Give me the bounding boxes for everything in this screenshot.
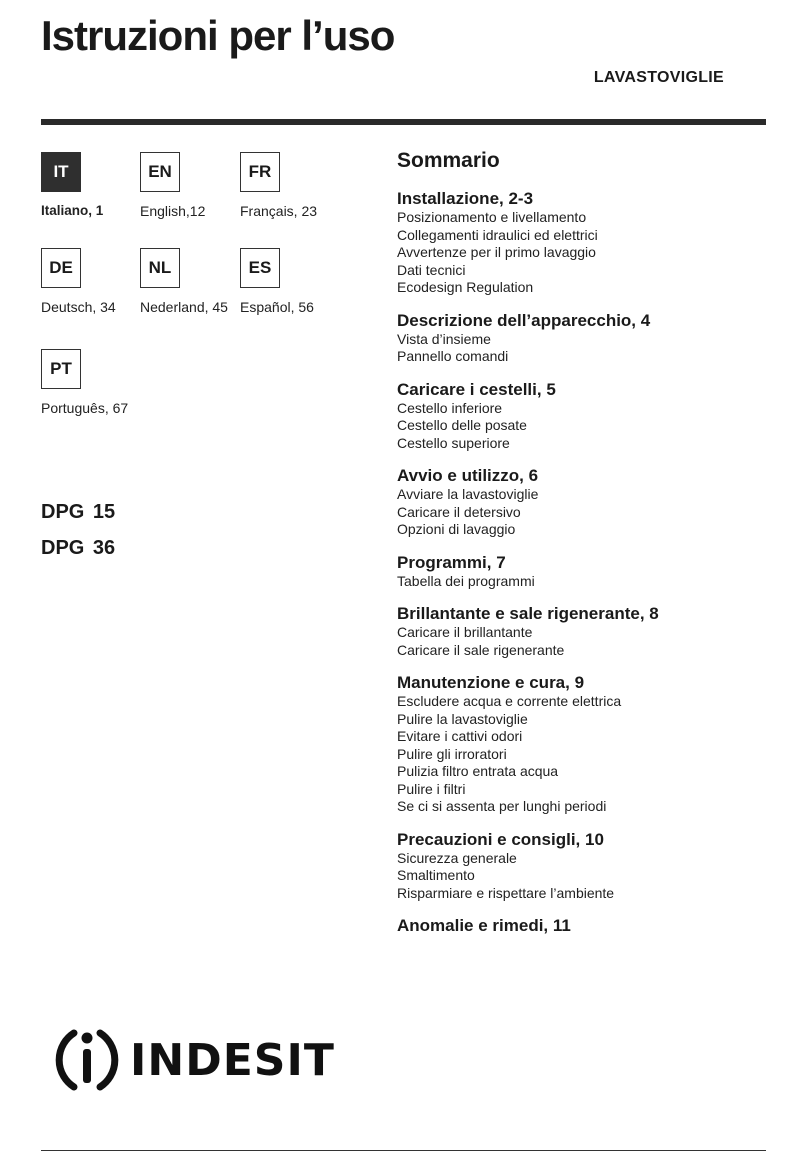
language-nl[interactable] <box>140 248 240 315</box>
model-number: DPG 36 <box>41 537 116 559</box>
toc-section-title[interactable]: Brillantante e sale rigenerante, 8 <box>397 604 659 623</box>
brand-logo <box>52 1025 335 1095</box>
toc-section-title[interactable]: Installazione, 2-3 <box>397 189 534 208</box>
toc-item[interactable]: Collegamenti idraulici ed elettrici <box>397 226 598 243</box>
language-name-de: Deutsch, 34 <box>41 299 116 315</box>
toc-item[interactable]: Posizionamento e livellamento <box>397 209 587 225</box>
table-of-contents <box>397 189 757 950</box>
product-type: LAVASTOVIGLIE <box>593 69 724 86</box>
toc-section-title[interactable]: Descrizione dell’apparecchio, 4 <box>397 310 651 330</box>
language-code-fr[interactable]: FR <box>240 152 280 192</box>
language-code-en[interactable]: EN <box>140 152 180 192</box>
toc-item[interactable]: Caricare il detersivo <box>397 503 521 520</box>
toc-item[interactable]: Smaltimento <box>397 867 475 883</box>
toc-item[interactable]: Sicurezza generale <box>397 849 517 866</box>
toc-section-title[interactable]: Programmi, 7 <box>397 552 506 572</box>
toc-section-descrizione <box>397 311 757 366</box>
toc-item[interactable]: Pulire gli irroratori <box>397 745 507 762</box>
toc-item[interactable]: Escludere acqua e corrente elettrica <box>397 693 622 709</box>
toc-item[interactable]: Cestello inferiore <box>397 399 503 416</box>
toc-section-manutenzione <box>397 673 757 816</box>
toc-section-programmi <box>397 553 757 591</box>
toc-item[interactable]: Avviare la lavastoviglie <box>397 486 539 502</box>
toc-item[interactable]: Opzioni di lavaggio <box>397 521 516 537</box>
toc-item[interactable]: Caricare il brillantante <box>397 624 533 640</box>
toc-item[interactable]: Se ci si assenta per lunghi periodi <box>397 798 607 814</box>
language-name-pt: Português, 67 <box>41 400 129 416</box>
toc-item[interactable]: Avvertenze per il primo lavaggio <box>397 244 596 260</box>
language-code-es[interactable]: ES <box>240 248 280 288</box>
toc-item[interactable]: Vista d’insieme <box>397 330 491 347</box>
toc-section-precauzioni <box>397 830 757 903</box>
language-name-fr: Français, 23 <box>240 203 318 219</box>
indesit-logo-icon <box>52 1025 122 1095</box>
toc-section-title[interactable]: Avvio e utilizzo, 6 <box>397 466 539 485</box>
toc-item[interactable]: Pulire la lavastoviglie <box>397 710 528 727</box>
language-en[interactable] <box>140 152 240 219</box>
toc-item[interactable]: Cestello delle posate <box>397 417 527 433</box>
language-code-nl[interactable]: NL <box>140 248 180 288</box>
document-title: Istruzioni per l’uso <box>41 12 395 59</box>
toc-item[interactable]: Dati tecnici <box>397 261 466 278</box>
language-pt[interactable] <box>41 349 141 416</box>
toc-section-avvio <box>397 466 757 539</box>
toc-item[interactable]: Pannello comandi <box>397 348 509 364</box>
toc-item[interactable]: Tabella dei programmi <box>397 572 535 589</box>
toc-section-anomalie <box>397 916 757 936</box>
header-rule <box>41 119 766 125</box>
toc-section-cestelli <box>397 380 757 453</box>
toc-item[interactable]: Cestello superiore <box>397 434 510 451</box>
toc-title: Sommario <box>397 149 500 172</box>
language-it[interactable] <box>41 152 141 218</box>
toc-item[interactable]: Risparmiare e rispettare l’ambiente <box>397 884 615 901</box>
brand-name: INDESIT <box>130 1034 335 1086</box>
language-es[interactable] <box>240 248 340 315</box>
language-name-es: Español, 56 <box>240 299 314 315</box>
model-number: DPG 15 <box>41 501 116 523</box>
toc-item[interactable]: Pulizia filtro entrata acqua <box>397 763 559 779</box>
language-name-en: English,12 <box>140 203 206 219</box>
language-name-nl: Nederland, 45 <box>140 299 228 315</box>
toc-item[interactable]: Caricare il sale rigenerante <box>397 641 565 658</box>
language-code-it[interactable]: IT <box>41 152 81 192</box>
toc-section-title[interactable]: Anomalie e rimedi, 11 <box>397 916 571 935</box>
language-code-pt[interactable]: PT <box>41 349 81 389</box>
toc-section-title[interactable]: Precauzioni e consigli, 10 <box>397 829 604 849</box>
language-code-de[interactable]: DE <box>41 248 81 288</box>
toc-section-installazione <box>397 189 757 297</box>
toc-section-title[interactable]: Caricare i cestelli, 5 <box>397 379 556 399</box>
toc-item[interactable]: Evitare i cattivi odori <box>397 728 523 744</box>
toc-item[interactable]: Pulire i filtri <box>397 780 466 797</box>
language-fr[interactable] <box>240 152 340 219</box>
language-de[interactable] <box>41 248 141 315</box>
toc-section-brillantante <box>397 604 757 659</box>
language-name-it: Italiano, 1 <box>41 203 104 218</box>
toc-section-title[interactable]: Manutenzione e cura, 9 <box>397 673 585 692</box>
footer-rule <box>41 1150 766 1151</box>
toc-item[interactable]: Ecodesign Regulation <box>397 279 534 295</box>
